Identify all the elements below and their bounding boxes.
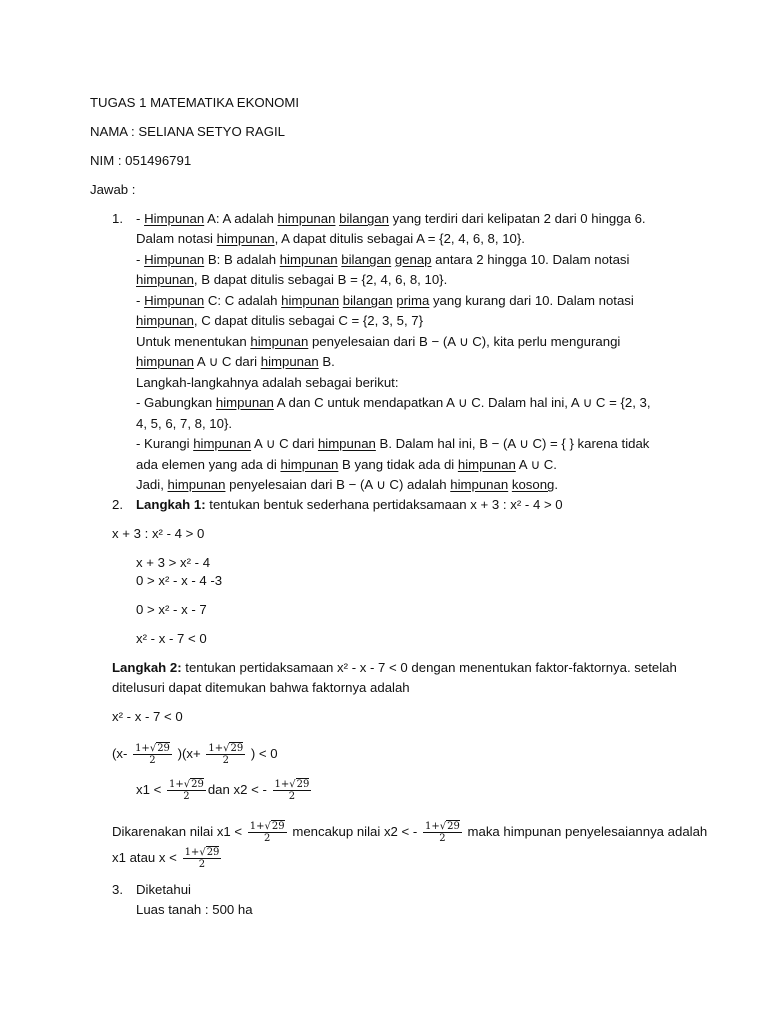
factor-a: (x- xyxy=(112,746,128,761)
q1-line-1 xyxy=(136,211,646,227)
fraction: $\frac{1+√29}{2}$ xyxy=(249,821,285,845)
text-segment: , C dapat ditulis sebagai C = {2, 3, 5, 7} xyxy=(193,313,424,328)
underlined-term: himpunan xyxy=(279,252,338,267)
q2-number: 2. xyxy=(112,497,123,512)
q3-line-1: Diketahui xyxy=(136,882,191,897)
eq-1: x + 3 : x² - 4 > 0 xyxy=(112,526,205,541)
eq-roots xyxy=(136,773,313,807)
text-segment: - Kurangi xyxy=(136,436,194,451)
underlined-term: himpunan xyxy=(450,477,509,492)
q1-line-3 xyxy=(136,252,629,268)
text-segment: C: C adalah xyxy=(204,293,282,308)
underlined-term: prima xyxy=(396,293,430,308)
q1-line-14 xyxy=(136,477,558,493)
eq-4: 0 > x² - x - 7 xyxy=(136,602,207,617)
q2-step2-cont: ditelusuri dapat ditemukan bahwa faktornya adalah xyxy=(112,680,410,695)
fraction: $\frac{1+√29}{2}$ xyxy=(184,847,220,871)
fraction: $\frac{1+√29}{2}$ xyxy=(135,743,170,767)
underlined-term: himpunan xyxy=(216,231,275,246)
underlined-term: bilangan xyxy=(339,211,389,226)
text-segment: A ∪ C. xyxy=(515,457,557,472)
eq-5: x² - x - 7 < 0 xyxy=(136,631,207,646)
step2-label: Langkah 2: xyxy=(112,660,182,675)
concl-a: Dikarenakan nilai x1 < xyxy=(112,824,243,839)
fraction: $\frac{1+√29}{2}$ xyxy=(274,779,310,803)
text-segment: antara 2 hingga 10. Dalam notasi xyxy=(431,252,630,267)
underlined-term: himpunan xyxy=(136,313,194,328)
eq-2: x + 3 > x² - 4 xyxy=(136,555,211,570)
concl-c: maka himpunan penyelesaiannya adalah xyxy=(467,824,708,839)
underlined-term: genap xyxy=(394,252,432,267)
concl-b: mencakup nilai x2 < - xyxy=(292,824,418,839)
step2-text: tentukan pertidaksamaan x² - x - 7 < 0 dengan menentukan faktor-faktornya. setelah xyxy=(181,660,677,675)
underlined-term: himpunan xyxy=(281,293,340,308)
text-segment: B. Dalam hal ini, B − (A ∪ C) = { } karena tidak xyxy=(375,436,650,451)
underlined-term: himpunan xyxy=(193,436,252,451)
root-b: dan x2 < - xyxy=(207,782,267,797)
q1-line-9: Langkah-langkahnya adalah sebagai berikut: xyxy=(136,375,399,390)
conclusion-line-2 xyxy=(112,841,223,875)
answer-label: Jawab : xyxy=(90,182,136,197)
underlined-term: himpunan xyxy=(136,354,194,369)
q2-step2 xyxy=(112,660,677,676)
underlined-term: himpunan xyxy=(317,436,376,451)
student-nim: NIM : 051496791 xyxy=(90,153,192,168)
underlined-term: Himpunan xyxy=(144,252,205,267)
q1-line-13 xyxy=(136,457,557,473)
underlined-term: Himpunan xyxy=(144,293,205,308)
text-segment: , A dapat ditulis sebagai A = {2, 4, 6, 8, 10}. xyxy=(274,231,525,246)
root-a: x1 < xyxy=(136,782,162,797)
q1-line-2 xyxy=(136,231,525,247)
q1-line-11: 4, 5, 6, 7, 8, 10}. xyxy=(136,416,233,431)
underlined-term: himpunan xyxy=(136,272,194,287)
fraction: $\frac{1+√29}{2}$ xyxy=(208,743,244,767)
text-segment: penyelesaian dari B − (A ∪ C) adalah xyxy=(225,477,451,492)
text-segment: Dalam notasi xyxy=(136,231,217,246)
q3-number: 3. xyxy=(112,882,123,897)
eq-3: 0 > x² - x - 4 -3 xyxy=(136,573,223,588)
text-segment: - xyxy=(136,252,145,267)
fraction: $\frac{1+√29}{2}$ xyxy=(424,821,460,845)
underlined-term: bilangan xyxy=(341,252,392,267)
underlined-term: himpunan xyxy=(280,457,339,472)
student-name: NAMA : SELIANA SETYO RAGIL xyxy=(90,124,285,139)
underlined-term: himpunan xyxy=(457,457,516,472)
underlined-term: himpunan xyxy=(260,354,319,369)
q1-number: 1. xyxy=(112,211,123,226)
step1-label: Langkah 1: xyxy=(136,497,206,512)
underlined-term: himpunan xyxy=(277,211,336,226)
text-segment: yang terdiri dari kelipatan 2 dari 0 hingga 6. xyxy=(388,211,646,226)
q1-line-10 xyxy=(136,395,651,411)
text-segment: A ∪ C dari xyxy=(251,436,318,451)
factor-c: ) < 0 xyxy=(250,746,278,761)
eq-6: x² - x - 7 < 0 xyxy=(112,709,183,724)
q1-line-4 xyxy=(136,272,447,288)
text-segment: Untuk menentukan xyxy=(136,334,251,349)
underlined-term: himpunan xyxy=(215,395,274,410)
text-segment: B. xyxy=(318,354,335,369)
q1-line-12 xyxy=(136,436,649,452)
text-segment: yang kurang dari 10. Dalam notasi xyxy=(429,293,634,308)
text-segment: B: B adalah xyxy=(204,252,280,267)
text-segment: B yang tidak ada di xyxy=(338,457,458,472)
underlined-term: bilangan xyxy=(342,293,393,308)
fraction: $\frac{1+√29}{2}$ xyxy=(168,779,204,803)
q2-step1 xyxy=(136,497,563,513)
eq-factored xyxy=(112,737,278,771)
q1-line-8 xyxy=(136,354,335,370)
text-segment: - Gabungkan xyxy=(136,395,216,410)
factor-b: )(x+ xyxy=(177,746,201,761)
text-segment: - xyxy=(136,211,145,226)
underlined-term: kosong xyxy=(511,477,555,492)
underlined-term: himpunan xyxy=(250,334,309,349)
text-segment: A dan C untuk mendapatkan A ∪ C. Dalam hal ini, A ∪ C = {2, 3, xyxy=(273,395,651,410)
text-segment: - xyxy=(136,293,145,308)
text-segment: A ∪ C dari xyxy=(193,354,261,369)
q1-line-7 xyxy=(136,334,620,350)
q3-line-2: Luas tanah : 500 ha xyxy=(136,902,253,917)
q1-line-5 xyxy=(136,293,634,309)
underlined-term: Himpunan xyxy=(144,211,205,226)
text-segment: . xyxy=(554,477,559,492)
text-segment: Jadi, xyxy=(136,477,168,492)
text-segment: , B dapat ditulis sebagai B = {2, 4, 6, 8, 10}. xyxy=(193,272,448,287)
q1-line-6 xyxy=(136,313,423,329)
concl-d: x1 atau x < xyxy=(112,850,177,865)
text-segment: A: A adalah xyxy=(204,211,278,226)
underlined-term: himpunan xyxy=(167,477,226,492)
step1-text: tentukan bentuk sederhana pertidaksamaan x + 3 : x² - 4 > 0 xyxy=(205,497,563,512)
text-segment: ada elemen yang ada di xyxy=(136,457,281,472)
text-segment: penyelesaian dari B − (A ∪ C), kita perlu mengurangi xyxy=(308,334,621,349)
doc-title: TUGAS 1 MATEMATIKA EKONOMI xyxy=(90,95,300,110)
